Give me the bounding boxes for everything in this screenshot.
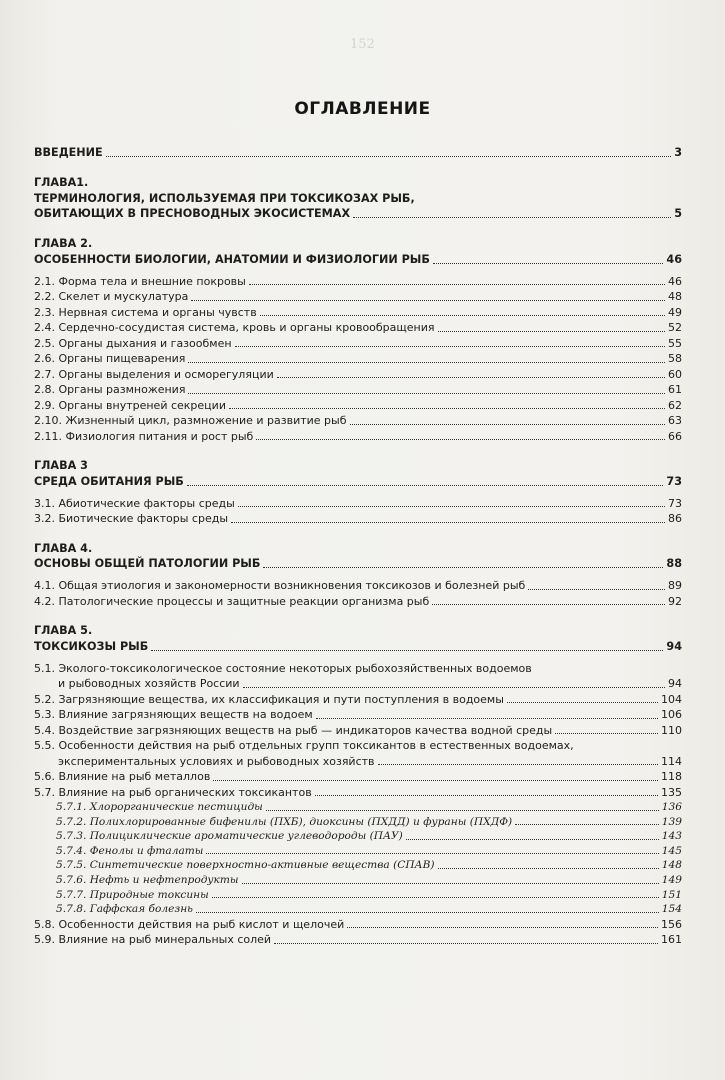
- entry-page: 139: [661, 815, 682, 828]
- entry-text: ОБИТАЮЩИХ В ПРЕСНОВОДНЫХ ЭКОСИСТЕМАХ: [34, 207, 351, 220]
- dot-leader: [196, 912, 659, 913]
- entry-page: 110: [661, 723, 682, 737]
- table-of-contents: [34, 145, 682, 948]
- dot-leader: [212, 897, 659, 898]
- entry-text: 5.7.6. Нефть и нефтепродукты: [56, 873, 239, 886]
- toc-entry[interactable]: [34, 932, 682, 948]
- entry-text: 5.2. Загрязняющие вещества, их классификация и пути поступления в водоемы: [34, 692, 504, 706]
- toc-entry-chapter-1[interactable]: [34, 207, 682, 223]
- entry-page: 46: [666, 252, 682, 266]
- chapter-label: ГЛАВА 3: [34, 459, 88, 472]
- entry-page: 118: [661, 770, 682, 783]
- entry-page: 148: [661, 859, 682, 872]
- entry-text: 5.7.3. Полициклические ароматические углеводороды (ПАУ): [56, 830, 403, 843]
- entry-text: 5.3. Влияние загрязняющих веществ на водоем: [34, 708, 313, 721]
- page-title: ОГЛАВЛЕНИЕ: [294, 99, 431, 119]
- dot-leader: [243, 687, 665, 688]
- dot-leader: [433, 263, 664, 264]
- toc-entry[interactable]: [34, 754, 682, 770]
- entry-page: 66: [668, 429, 682, 443]
- dot-leader: [350, 424, 665, 425]
- toc-entry-chapter-2[interactable]: [34, 252, 682, 268]
- entry-text: 2.4. Сердечно-сосудистая система, кровь и органы кровообращения: [34, 321, 435, 334]
- entry-text: 2.7. Органы выделения и осморегуляции: [34, 367, 274, 381]
- entry-page: 136: [661, 801, 682, 813]
- entry-text: 5.7.1. Хлорорганические пестициды: [56, 801, 263, 813]
- dot-leader: [187, 485, 664, 486]
- entry-text: 5.7.5. Синтетические поверхностно-активные вещества (СПАВ): [56, 859, 435, 872]
- toc-entry-intro[interactable]: [34, 145, 682, 161]
- toc-subentry[interactable]: [34, 800, 682, 815]
- toc-entry[interactable]: [34, 511, 682, 527]
- entry-page: 62: [668, 398, 682, 412]
- entry-page: 94: [668, 677, 682, 690]
- chapter-label: ГЛАВА 4.: [34, 541, 93, 555]
- dot-leader: [266, 810, 659, 811]
- toc-entry[interactable]: [34, 429, 682, 445]
- dot-leader: [263, 567, 663, 568]
- dot-leader: [438, 868, 659, 869]
- chapter-title-line: ТЕРМИНОЛОГИЯ, ИСПОЛЬЗУЕМАЯ ПРИ ТОКСИКОЗАХ РЫБ,: [34, 191, 415, 205]
- dot-leader: [316, 718, 658, 719]
- dot-leader: [378, 764, 658, 765]
- dot-leader: [438, 331, 666, 332]
- entry-page: 89: [668, 579, 682, 592]
- entry-text: 2.10. Жизненный цикл, размножение и развитие рыб: [34, 414, 347, 427]
- dot-leader: [213, 780, 658, 781]
- entry-text: 5.7.7. Природные токсины: [56, 888, 209, 901]
- toc-entry-text-line: 5.1. Эколого-токсикологическое состояние некоторых рыбохозяйственных водоемов: [34, 661, 532, 675]
- entry-page: 73: [668, 496, 682, 510]
- entry-page: 46: [668, 274, 682, 288]
- entry-text: 2.1. Форма тела и внешние покровы: [34, 274, 246, 288]
- dot-leader: [515, 824, 659, 825]
- entry-page: 61: [668, 383, 682, 396]
- entry-page: 3: [674, 145, 682, 159]
- toc-entry[interactable]: [34, 382, 682, 398]
- entry-text: 4.2. Патологические процессы и защитные реакции организма рыб: [34, 594, 430, 608]
- toc-entry[interactable]: [34, 336, 682, 352]
- toc-entry[interactable]: [34, 413, 682, 429]
- toc-entry[interactable]: [34, 769, 682, 785]
- entry-page: 58: [668, 352, 682, 365]
- toc-subentry[interactable]: [34, 888, 682, 903]
- entry-page: 55: [668, 336, 682, 350]
- entry-text: 5.8. Особенности действия на рыб кислот и щелочей: [34, 917, 345, 931]
- dot-leader: [188, 393, 665, 394]
- toc-entry[interactable]: [34, 692, 682, 708]
- dot-leader: [315, 795, 658, 796]
- dot-leader: [347, 927, 658, 928]
- dot-leader: [432, 604, 665, 605]
- entry-page: 145: [661, 844, 682, 857]
- entry-text: 5.6. Влияние на рыб металлов: [34, 770, 211, 783]
- entry-text: 5.4. Воздействие загрязняющих веществ на рыб — индикаторов качества водной среды: [34, 723, 553, 737]
- toc-entry-text-line: 5.5. Особенности действия на рыб отдельных групп токсикантов в естественных водоемах,: [34, 739, 574, 752]
- entry-page: 52: [668, 321, 682, 334]
- dot-leader: [353, 217, 671, 218]
- toc-entry[interactable]: [34, 398, 682, 414]
- toc-entry[interactable]: [34, 496, 682, 512]
- entry-page: 156: [661, 917, 682, 931]
- toc-entry[interactable]: [34, 351, 682, 367]
- toc-entry[interactable]: [34, 785, 682, 801]
- toc-entry[interactable]: [34, 289, 682, 305]
- entry-text: 5.7. Влияние на рыб органических токсикантов: [34, 785, 312, 799]
- toc-entry[interactable]: [34, 594, 682, 610]
- chapter-label: ГЛАВА 2.: [34, 237, 93, 250]
- dot-leader: [256, 439, 665, 440]
- toc-entry[interactable]: [34, 367, 682, 383]
- entry-page: 154: [661, 903, 682, 916]
- dot-leader: [277, 377, 665, 378]
- entry-text: 2.11. Физиология питания и рост рыб: [34, 429, 254, 443]
- entry-page: 161: [661, 933, 682, 947]
- entry-text: 2.9. Органы внутреней секреции: [34, 398, 226, 412]
- entry-text: СРЕДА ОБИТАНИЯ РЫБ: [34, 474, 184, 488]
- entry-text: 5.7.8. Гаффская болезнь: [56, 903, 193, 916]
- dot-leader: [238, 506, 665, 507]
- toc-entry[interactable]: [34, 723, 682, 739]
- page-number-header: 152: [350, 37, 375, 52]
- entry-text: 3.1. Абиотические факторы среды: [34, 496, 235, 510]
- entry-page: 135: [661, 785, 682, 799]
- dot-leader: [406, 839, 659, 840]
- dot-leader: [229, 408, 665, 409]
- dot-leader: [274, 943, 658, 944]
- entry-text: 5.7.4. Фенолы и фталаты: [56, 844, 204, 857]
- dot-leader: [528, 589, 665, 590]
- entry-text: экспериментальных условиях и рыбоводных хозяйств: [58, 754, 375, 768]
- entry-page: 94: [666, 639, 682, 653]
- dot-leader: [555, 733, 658, 734]
- dot-leader: [151, 650, 663, 651]
- entry-text: 2.3. Нервная система и органы чувств: [34, 305, 257, 319]
- entry-page: 63: [668, 414, 682, 427]
- toc-subentry[interactable]: [34, 873, 682, 888]
- dot-leader: [260, 315, 665, 316]
- dot-leader: [206, 853, 658, 854]
- entry-text: 4.1. Общая этиология и закономерности возникновения токсикозов и болезней рыб: [34, 579, 526, 592]
- dot-leader: [106, 156, 672, 157]
- entry-page: 48: [668, 290, 682, 303]
- dot-leader: [191, 300, 665, 301]
- toc-entry[interactable]: [34, 274, 682, 290]
- entry-page: 92: [668, 594, 682, 608]
- dot-leader: [507, 702, 658, 703]
- toc-entry[interactable]: [34, 917, 682, 933]
- dot-leader: [249, 284, 665, 285]
- chapter-label: ГЛАВА 5.: [34, 624, 93, 637]
- toc-entry[interactable]: [34, 320, 682, 336]
- entry-page: 151: [661, 888, 682, 901]
- entry-page: 114: [661, 754, 682, 768]
- entry-text: 5.9. Влияние на рыб минеральных солей: [34, 933, 272, 947]
- entry-text: 5.7.2. Полихлорированные бифенилы (ПХБ), диоксины (ПХДД) и фураны (ПХДФ): [56, 815, 513, 828]
- entry-page: 60: [668, 367, 682, 381]
- dot-leader: [231, 522, 665, 523]
- entry-text: ТОКСИКОЗЫ РЫБ: [34, 639, 149, 653]
- toc-subentry[interactable]: [34, 815, 682, 830]
- toc-entry[interactable]: [34, 305, 682, 321]
- toc-entry-chapter-4[interactable]: [34, 557, 682, 573]
- entry-text: 2.2. Скелет и мускулатура: [34, 290, 189, 303]
- entry-text: ОСОБЕННОСТИ БИОЛОГИИ, АНАТОМИИ И ФИЗИОЛОГИИ РЫБ: [34, 252, 430, 266]
- entry-page: 149: [661, 873, 682, 886]
- toc-subentry[interactable]: [34, 829, 682, 844]
- entry-page: 5: [674, 207, 682, 220]
- entry-page: 143: [661, 830, 682, 843]
- entry-page: 86: [668, 512, 682, 525]
- entry-text: и рыбоводных хозяйств России: [58, 677, 240, 690]
- dot-leader: [235, 346, 665, 347]
- entry-page: 104: [661, 692, 682, 706]
- entry-text: 2.6. Органы пищеварения: [34, 352, 186, 365]
- entry-page: 88: [666, 557, 682, 570]
- entry-text: 2.5. Органы дыхания и газообмен: [34, 336, 232, 350]
- entry-page: 49: [668, 305, 682, 319]
- toc-subentry[interactable]: [34, 844, 682, 859]
- entry-page: 106: [661, 708, 682, 721]
- toc-entry[interactable]: [34, 578, 682, 594]
- entry-text: ВВЕДЕНИЕ: [34, 145, 103, 159]
- toc-entry-chapter-5[interactable]: [34, 639, 682, 655]
- entry-text: 3.2. Биотические факторы среды: [34, 512, 229, 525]
- toc-entry-chapter-3[interactable]: [34, 474, 682, 490]
- toc-subentry[interactable]: [34, 902, 682, 917]
- toc-entry[interactable]: [34, 707, 682, 723]
- entry-text: ОСНОВЫ ОБЩЕЙ ПАТОЛОГИИ РЫБ: [34, 557, 261, 570]
- dot-leader: [242, 883, 659, 884]
- chapter-label: ГЛАВА1.: [34, 175, 89, 189]
- toc-entry[interactable]: [34, 676, 682, 692]
- dot-leader: [188, 362, 665, 363]
- entry-text: 2.8. Органы размножения: [34, 383, 186, 396]
- entry-page: 73: [666, 474, 682, 488]
- toc-subentry[interactable]: [34, 858, 682, 873]
